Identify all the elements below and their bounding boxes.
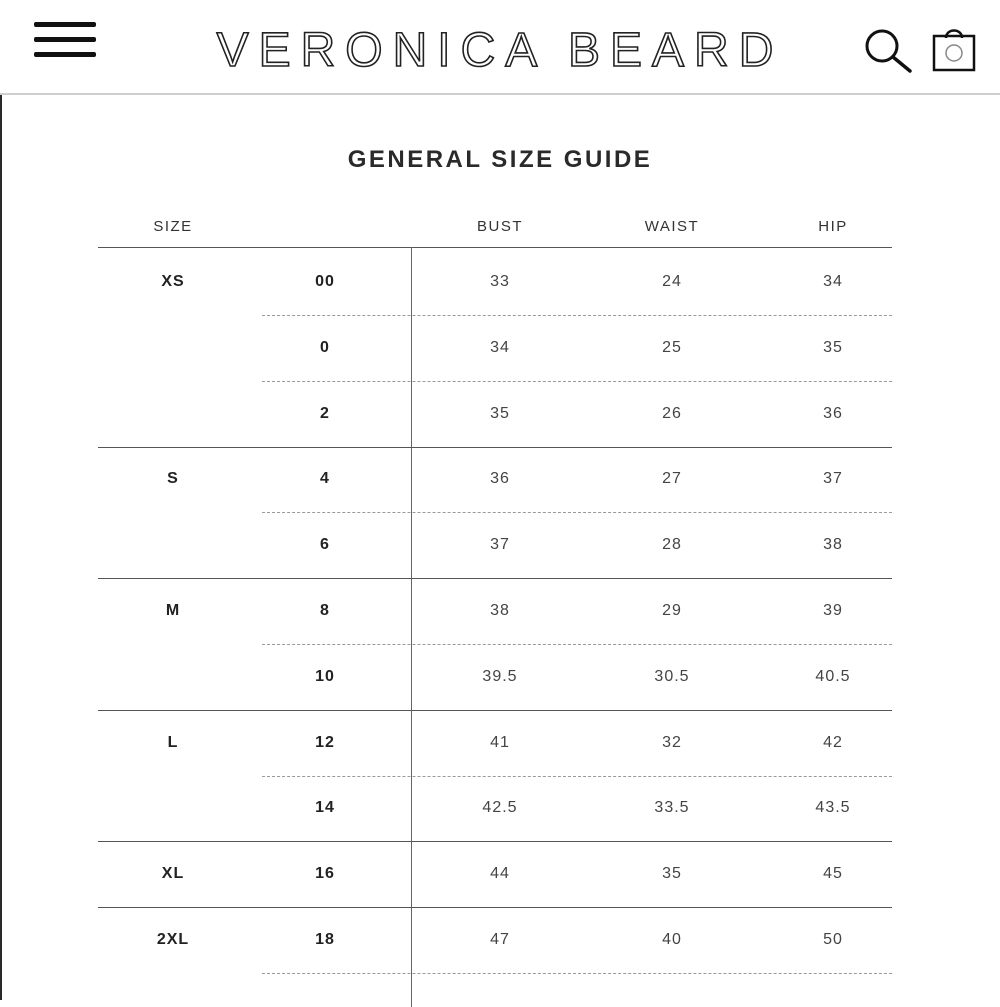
hip-value: 36 xyxy=(823,404,843,422)
search-icon[interactable] xyxy=(862,26,914,74)
column-header-bust: BUST xyxy=(476,218,524,235)
hip-value: 39 xyxy=(823,602,843,619)
waist-value: 30.5 xyxy=(654,667,690,685)
numeric-size: 16 xyxy=(315,865,335,883)
group-divider xyxy=(98,907,892,908)
hip-value: 34 xyxy=(823,273,843,290)
bust-value: 34 xyxy=(490,338,510,356)
bust-value: 47 xyxy=(490,931,510,948)
row-divider xyxy=(262,973,892,974)
hip-value: 42 xyxy=(823,733,843,751)
waist-value: 29 xyxy=(662,602,682,619)
hip-value: 37 xyxy=(823,470,843,488)
bust-value: 37 xyxy=(490,536,510,554)
row-divider xyxy=(262,776,892,777)
hip-value: 40.5 xyxy=(815,667,851,685)
bust-value: 42.5 xyxy=(482,799,518,817)
group-divider xyxy=(98,447,892,448)
group-divider xyxy=(98,710,892,711)
hip-value: 45 xyxy=(823,865,843,883)
column-header-hip: HIP xyxy=(818,218,848,235)
waist-value: 25 xyxy=(662,338,682,356)
waist-value: 27 xyxy=(662,470,682,488)
bust-value: 36 xyxy=(490,470,510,488)
waist-value: 33.5 xyxy=(654,799,690,817)
waist-value: 26 xyxy=(662,404,682,422)
bust-value: 39.5 xyxy=(482,667,518,685)
waist-value: 24 xyxy=(662,273,682,290)
row-divider xyxy=(262,644,892,645)
brand-logo[interactable] xyxy=(150,20,850,76)
size-group-label: 2XL xyxy=(156,931,190,948)
size-group-label: L xyxy=(167,733,179,751)
group-divider xyxy=(98,578,892,579)
bust-value: 35 xyxy=(490,404,510,422)
waist-value: 40 xyxy=(662,931,682,948)
numeric-size: 6 xyxy=(320,536,330,554)
numeric-size: 10 xyxy=(315,667,335,685)
header-divider xyxy=(98,247,892,248)
numeric-size: 12 xyxy=(315,733,335,751)
bust-value: 44 xyxy=(490,865,510,883)
numeric-size: 4 xyxy=(320,470,330,488)
size-guide-title: GENERAL SIZE GUIDE xyxy=(347,146,653,173)
waist-value: 32 xyxy=(662,733,682,751)
waist-value: 35 xyxy=(662,865,682,883)
numeric-size: 00 xyxy=(315,273,335,290)
waist-value: 28 xyxy=(662,536,682,554)
numeric-size: 0 xyxy=(320,338,330,356)
size-group-label: XS xyxy=(161,273,185,290)
brand-wordmark: VERONICA BEARD xyxy=(216,24,784,76)
row-divider xyxy=(262,512,892,513)
column-divider xyxy=(411,247,412,1007)
size-group-label: XL xyxy=(161,865,185,883)
hip-value: 43.5 xyxy=(815,799,851,817)
hip-value: 38 xyxy=(823,536,843,554)
numeric-size: 8 xyxy=(320,602,330,619)
numeric-size: 2 xyxy=(320,404,330,422)
size-group-label: M xyxy=(165,602,181,619)
shopping-bag-icon[interactable] xyxy=(930,22,978,74)
size-group-label: S xyxy=(167,470,179,488)
column-header-waist: WAIST xyxy=(644,218,700,235)
hip-value: 50 xyxy=(823,931,843,948)
numeric-size: 14 xyxy=(315,799,335,817)
site-header xyxy=(0,0,1000,95)
numeric-size: 18 xyxy=(315,931,335,948)
hip-value: 35 xyxy=(823,338,843,356)
row-divider xyxy=(262,381,892,382)
column-header-size: SIZE xyxy=(153,218,193,235)
bust-value: 41 xyxy=(490,733,510,751)
row-divider xyxy=(262,315,892,316)
bust-value: 38 xyxy=(490,602,510,619)
hamburger-menu-icon[interactable] xyxy=(34,22,96,60)
group-divider xyxy=(98,841,892,842)
bust-value: 33 xyxy=(490,273,510,290)
